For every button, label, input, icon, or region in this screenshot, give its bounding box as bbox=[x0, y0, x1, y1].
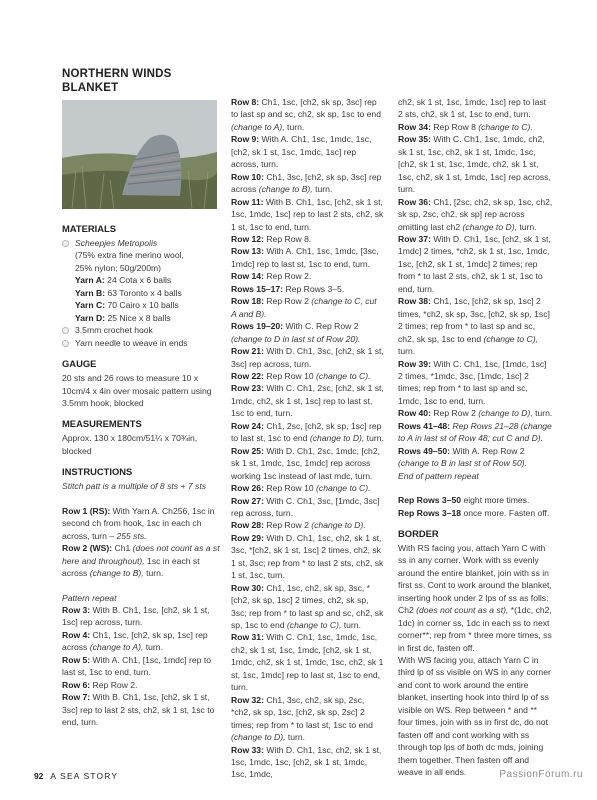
instructions-heading: INSTRUCTIONS bbox=[62, 466, 133, 478]
pattern-rows-col3 bbox=[398, 96, 553, 519]
bullet-icon bbox=[62, 327, 69, 334]
pattern-row: Row 9: With A. Ch1, 1sc, 1mdc, 1sc, [ch2, sk 1 st, 1sc, 1mdc, 1sc] rep across, turn. bbox=[231, 134, 372, 170]
pattern-row: Row 5: With A. Ch1, [1sc, 1mdc] rep to last st, 1sc to end, turn. bbox=[62, 654, 212, 678]
pattern-row: Row 13: With A. Ch1, 1sc, 1mdc, [3sc, 1mdc] rep to last st, 1sc to end, turn. bbox=[231, 246, 379, 269]
pattern-row: Row 32: Ch1, 3sc, ch2, sk sp, 2sc, *ch2, sk sp, 1sc, [ch2, sk sp, 2sc] 2 times; rep from * to last st, 1sc to end (change to D), turn. bbox=[231, 694, 373, 743]
pattern-row: Row 6: Rep Row 2. bbox=[62, 679, 138, 690]
pattern-row: Row 18: Rep Row 2 (change to C, cut A and B). bbox=[231, 296, 377, 319]
instructions-note: Stitch patt is a multiple of 8 sts + 7 sts bbox=[62, 481, 207, 492]
pattern-row: Row 21: With D. Ch1, 3sc, [ch2, sk 1 st, 3sc] rep across, turn. bbox=[231, 346, 384, 369]
measurements-heading: MEASUREMENTS bbox=[62, 418, 142, 430]
pattern-row: Row 35: With C. Ch1, 1sc, 1mdc, ch2, sk 1 st, 1sc, ch2, sk 1 st, 1mdc, 1sc, [ch2, sk 1 st, 1sc, 1mdc, ch2, sk 1 st, 1sc, ch2, sk 1 st, 1mdc, 1sc] rep across, turn. bbox=[398, 134, 551, 195]
bullet-icon bbox=[62, 340, 69, 347]
column-middle bbox=[231, 96, 384, 781]
pattern-row: Row 10: Ch1, 3sc, [ch2, sk sp, 3sc] rep across (change to B), turn. bbox=[231, 171, 382, 195]
pattern-row: Row 11: With B. Ch1, 1sc, [ch2, sk 1 st, 1sc, 1mdc, 1sc] rep to last 2 sts, ch2, sk 1 st, 1sc to end, turn. bbox=[231, 196, 384, 232]
gauge-heading: GAUGE bbox=[62, 358, 97, 370]
column-right bbox=[398, 96, 553, 779]
pattern-row: ch2, sk 1 st, 1sc, 1mdc, 1sc] rep to last 2 sts, ch2, sk 1 st, 1sc to end, turn. bbox=[398, 97, 547, 120]
pattern-row: Row 30: Ch1, 1sc, ch2, sk sp, 3sc, *[ch2, sk sp, 1sc] 2 times, ch2, sk sp, 3sc; rep from * to last sp and sc, ch2, sk sp, 1sc to end (change to C), turn. bbox=[231, 582, 384, 631]
yarn-b: Yarn B: 63 Toronto x 4 balls bbox=[75, 287, 182, 298]
measurements-text: Approx. 130 x 180cm/51¼ x 70¾in, blocked bbox=[62, 433, 198, 456]
watermark: PassionForum.ru bbox=[499, 769, 583, 780]
pattern-row: Row 26: Rep Row 10 (change to C). bbox=[231, 483, 371, 494]
pattern-row: Row 14: Rep Row 2. bbox=[231, 271, 312, 282]
section-name: A SEA STORY bbox=[50, 771, 119, 781]
pattern-row: End of pattern repeat bbox=[398, 470, 479, 481]
pattern-row: Row 37: With D. Ch1, 1sc, [ch2, sk 1 st, 1mdc] 2 times, *ch2, sk 1 st, 1sc, 1mdc, 1sc, [ch2, sk 1 st, 1mdc] 2 times; rep from * to last 2 sts, ch2, sk 1 st, 1sc to end, turn. bbox=[398, 233, 551, 294]
border-paragraph-2: With WS facing you, attach Yarn C in third lp of ss visible on WS in any corner and cont to work around the entire blanket, inserting hook into third lp of ss visible on WS. Rep between * and ** four times, join with ss in first dc, do not fasten off and cont working with ss through top lps of both dc mds, joining them together. Then fasten off and weave in all ends. bbox=[398, 655, 551, 778]
materials-item-needle: Yarn needle to weave in ends bbox=[62, 337, 220, 349]
pattern-row: Row 12: Rep Row 8. bbox=[231, 233, 312, 244]
yarn-c: Yarn C: 70 Cairo x 10 balls bbox=[75, 300, 179, 311]
pattern-row: Row 23: With C. Ch1, 2sc, [ch2, sk 1 st, 1mdc, ch2, sk 1 st, 1sc] rep to last st, 1sc to end, turn. bbox=[231, 383, 384, 419]
pattern-row: Row 22: Rep Row 10 (change to C). bbox=[231, 370, 371, 381]
pattern-row: Rows 15–17: Rep Rows 3–5. bbox=[231, 283, 345, 294]
pattern-row: Row 25: With D. Ch1, 2sc, 1mdc, [ch2, sk 1 st, 1mdc, 1sc, 1mdc] rep across working 1sc instead of last mdc, turn. bbox=[231, 445, 381, 481]
page-number: 92 bbox=[34, 771, 44, 781]
pattern-row: Row 8: Ch1, 1sc, [ch2, sk sp, 3sc] rep to last sp and sc, ch2, sk sp, 1sc to end (change to A), turn. bbox=[231, 97, 381, 132]
pattern-row: Row 4: Ch1, 1sc, [ch2, sk sp, 1sc] rep across (change to A), turn. bbox=[62, 629, 208, 653]
yarn-composition-2: 25% nylon; 50g/200m) bbox=[75, 262, 161, 273]
pattern-row: Rep Rows 3–18 once more. Fasten off. bbox=[398, 507, 550, 518]
pattern-rows-col2 bbox=[231, 96, 384, 781]
materials-item-yarn bbox=[62, 237, 220, 324]
pattern-row: Row 28: Rep Row 2 (change to D). bbox=[231, 520, 366, 531]
border-paragraph-1: With RS facing you, attach Yarn C with ss in any corner. Work with ss evenly around the entire blanket, join with ss in first ss. Cont to work around the blanket, inserting hook under 2 lps of ss as folls: Ch2 (does not count as a st), *(1dc, ch2, 1dc) in corner ss, 1dc in each ss to next corner**; rep from * three more times, ss in first dc, fasten off. bbox=[398, 542, 552, 653]
materials-item-hook: 3.5mm crochet hook bbox=[62, 324, 220, 336]
border-heading: BORDER bbox=[398, 527, 439, 539]
pattern-row: Row 7: With B. Ch1, 1sc, [ch2, sk 1 st, 3sc] rep to last 2 sts, ch2, sk 1 st, 1sc to end, turn. bbox=[62, 692, 215, 728]
pattern-row: Row 38: Ch1, 1sc, [ch2, sk sp, 1sc] 2 times, *ch2, sk sp, 3sc, [ch2, sk sp, 1sc] 2 times; rep from * to last sp and sc, ch2, sk sp, 1sc to end (change to C), turn. bbox=[398, 296, 550, 357]
materials-heading: MATERIALS bbox=[62, 223, 116, 234]
pattern-row: Rows 19–20: With C. Rep Row 2 (change to D in last st of Row 20). bbox=[231, 321, 361, 344]
pattern-row: Row 39: With C. Ch1, 1sc, [1mdc, 1sc] 2 times, *1mdc, 3sc, [1mdc, 1sc] 2 times; rep from * to last sp and sc, 1mdc, 1sc to end, turn. bbox=[398, 358, 547, 406]
yarn-composition: (75% extra fine merino wool, bbox=[75, 250, 184, 261]
blanket-photo bbox=[62, 100, 217, 209]
yarn-d: Yarn D: 25 Nice x 8 balls bbox=[75, 312, 171, 323]
column-left bbox=[62, 68, 220, 729]
pattern-row: Row 1 (RS): With Yarn A. Ch256, 1sc in second ch from hook, 1sc in each ch across, turn – 255 sts. bbox=[62, 505, 215, 541]
gauge-text: 20 sts and 26 rows to measure 10 x 10cm/4 x 4in over mosaic pattern using 3.5mm hook, blocked bbox=[62, 373, 212, 408]
yarn-name: Scheepjes Metropolis bbox=[75, 238, 158, 248]
pattern-rows-col1 bbox=[62, 505, 220, 729]
page-title: NORTHERN WINDS BLANKET bbox=[62, 68, 172, 94]
page-footer bbox=[34, 771, 118, 781]
pattern-row: Rep Rows 3–50 eight more times. bbox=[398, 495, 530, 506]
pattern-row: Row 34: Rep Row 8 (change to C). bbox=[398, 121, 533, 132]
pattern-row: Row 40: Rep Row 2 (change to D), turn. bbox=[398, 408, 553, 419]
pattern-row: Pattern repeat bbox=[62, 592, 117, 603]
pattern-row: Rows 41–48: Rep Rows 21–28 (change to A in last st of Row 48; cut C and D). bbox=[398, 420, 552, 444]
yarn-a: Yarn A: 24 Cota x 6 balls bbox=[75, 275, 172, 286]
blanket-photo-illustration bbox=[62, 100, 217, 209]
pattern-row: Row 29: With D. Ch1, 1sc, ch2, sk 1 st, 3sc, *[ch2, sk 1 st, 1sc] 2 times, ch2, sk 1 st, 3sc; rep from * to last 2 sts, ch2, sk 1 st, 1sc, turn. bbox=[231, 532, 384, 581]
pattern-row: Row 36: Ch1, [2sc, ch2, sk sp, 1sc, ch2, sk sp, 2sc, ch2, sk sp] rep across omitting last ch2 (change to D), turn. bbox=[398, 196, 553, 232]
pattern-row: Row 24: Ch1, 2sc, [ch2, sk sp, 1sc] rep to last st, 1sc to end (change to D), turn. bbox=[231, 420, 384, 444]
pattern-row: Rows 49–50: With A. Rep Row 2 (change to B in last st of Row 50). bbox=[398, 445, 527, 469]
pattern-row: Row 31: With C. Ch1, 1sc, 1mdc, 1sc, ch2, sk 1 st, 1sc, 1mdc, [ch2, sk 1 st, 1mdc, ch2, sk 1 st, 1mdc, 1sc, ch2, sk 1 st, 1sc, 1mdc] rep to last st, 1sc to end, turn. bbox=[231, 632, 384, 693]
bullet-icon bbox=[62, 240, 69, 247]
pattern-row: Row 2 (WS): Ch1 (does not count as a st here and throughout), 1sc in each st across (change to B), turn. bbox=[62, 543, 220, 579]
pattern-row: Row 3: With B. Ch1, 1sc, [ch2, sk 1 st, 1sc] rep across, turn. bbox=[62, 604, 210, 628]
pattern-row: Row 33: With D. Ch1, 1sc, ch2, sk 1 st, 1sc, 1mdc, 1sc, [ch2, sk 1 st, 1mdc, 1sc, 1mdc, bbox=[231, 744, 382, 780]
pattern-row: Row 27: With C. Ch1, 3sc, [1mdc, 3sc] rep across, turn. bbox=[231, 495, 380, 518]
